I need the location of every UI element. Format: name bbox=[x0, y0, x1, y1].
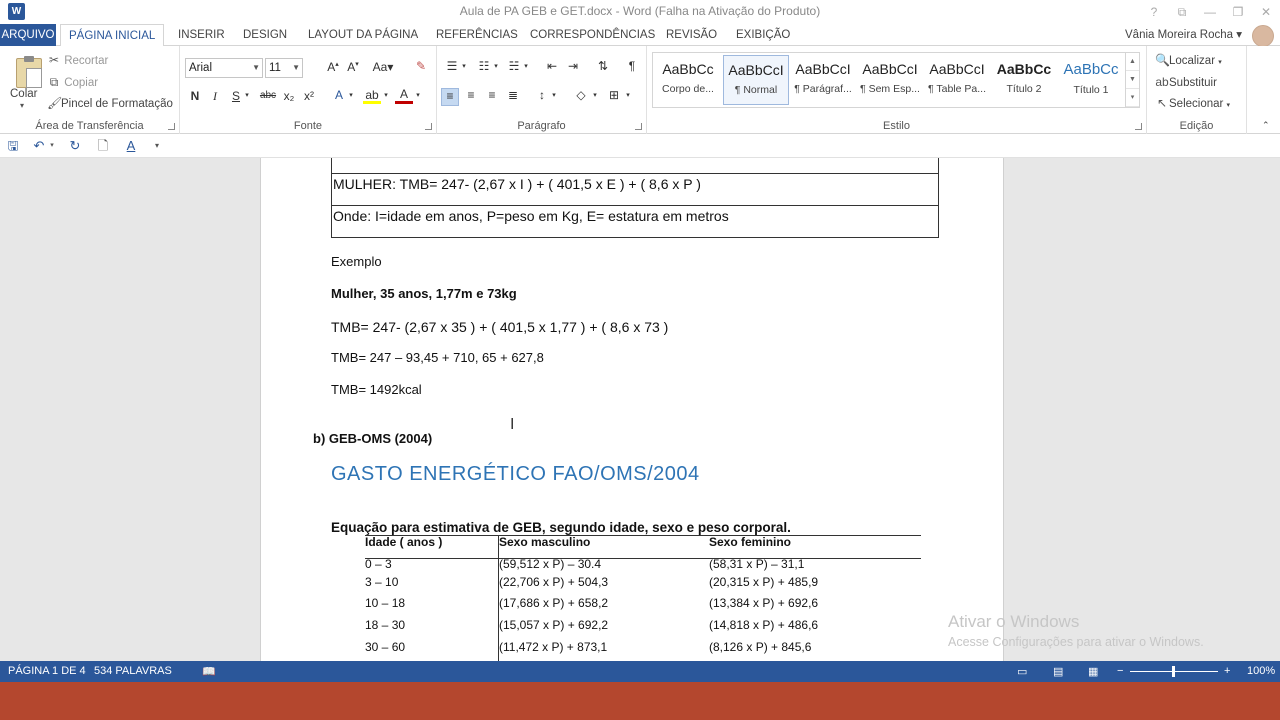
activation-watermark-subtitle: Acesse Configurações para ativar o Windows. bbox=[948, 635, 1204, 649]
table-cell-female: (20,315 x P) + 485,9 bbox=[709, 575, 819, 589]
select-label: Selecionar bbox=[1169, 98, 1224, 110]
text-cursor-icon: I bbox=[510, 416, 515, 433]
borders-icon[interactable]: ⊞ bbox=[608, 88, 620, 102]
font-color-dropdown-icon[interactable]: ▾ bbox=[416, 92, 420, 99]
read-mode-icon[interactable]: ▭ bbox=[1017, 666, 1028, 678]
chevron-down-icon[interactable]: ▼ bbox=[1126, 71, 1139, 89]
ribbon-display-options-icon[interactable]: ⧉ bbox=[1177, 5, 1187, 19]
font-group-label: Fonte bbox=[293, 120, 323, 132]
find-dropdown-icon: ▾ bbox=[1218, 59, 1222, 66]
shading-dropdown-icon[interactable]: ▾ bbox=[593, 92, 597, 99]
style-sample: AaBbCc bbox=[1063, 61, 1119, 78]
chevron-down-icon: ▼ bbox=[292, 63, 300, 72]
tab-view[interactable]: EXIBIÇÃO bbox=[736, 29, 791, 41]
page-heading: GASTO ENERGÉTICO FAO/OMS/2004 bbox=[331, 463, 700, 485]
borders-dropdown-icon[interactable]: ▾ bbox=[626, 92, 630, 99]
scissors-icon: ✂ bbox=[48, 53, 60, 67]
align-right-icon[interactable]: ≡ bbox=[488, 88, 496, 102]
tab-insert[interactable]: INSERIR bbox=[178, 29, 225, 41]
customize-qat-icon[interactable]: ▾ bbox=[154, 141, 159, 150]
brush-icon: 🖌 bbox=[47, 96, 63, 110]
more-styles-icon[interactable]: ▾ bbox=[1126, 89, 1139, 107]
taskbar bbox=[0, 682, 1280, 720]
paragraph-group-label: Parágrafo bbox=[517, 120, 566, 132]
paste-label: Colar bbox=[10, 88, 38, 100]
clipboard-launcher-icon[interactable] bbox=[168, 123, 175, 130]
cut-button[interactable] bbox=[47, 53, 108, 67]
style-name: ¶ Parágraf... bbox=[794, 83, 852, 95]
zoom-out-icon[interactable]: − bbox=[1117, 665, 1124, 677]
table-cell-male: (17,686 x P) + 658,2 bbox=[499, 596, 609, 610]
table-cell-female: (8,126 x P) + 845,6 bbox=[709, 640, 812, 654]
font-family-select[interactable] bbox=[185, 58, 263, 78]
status-bar bbox=[0, 661, 1280, 682]
clipboard-group bbox=[0, 46, 180, 134]
tab-page-layout[interactable]: LAYOUT DA PÁGINA bbox=[308, 29, 419, 41]
formula-table bbox=[331, 158, 939, 238]
table-cell-male: (59,512 x P) – 30.4 bbox=[499, 557, 602, 571]
help-icon[interactable]: ? bbox=[1150, 5, 1158, 19]
proofing-icon[interactable]: 📖 bbox=[202, 666, 216, 678]
shading-icon[interactable]: ◇ bbox=[576, 88, 586, 102]
styles-scroll[interactable] bbox=[1125, 53, 1139, 107]
document-area[interactable] bbox=[0, 158, 1280, 661]
underline-dropdown-icon[interactable]: ▾ bbox=[245, 92, 249, 99]
style-normal[interactable] bbox=[723, 55, 789, 105]
highlight-icon[interactable]: ab bbox=[363, 88, 381, 104]
font-launcher-icon[interactable] bbox=[425, 123, 432, 130]
text-effects-icon[interactable]: A bbox=[334, 88, 343, 102]
window-title: Aula de PA GEB e GET.docx - Word (Falha na Ativação do Produto) bbox=[459, 4, 821, 18]
font-size-select[interactable] bbox=[265, 58, 303, 78]
table-row-divider bbox=[332, 173, 938, 174]
ribbon bbox=[0, 46, 1280, 134]
style-table-paragraph[interactable] bbox=[924, 55, 990, 105]
editing-group-label: Edição bbox=[1179, 120, 1214, 132]
table-header-border bbox=[365, 558, 921, 559]
find-button[interactable] bbox=[1155, 53, 1222, 67]
tab-home[interactable]: PÁGINA INICIAL bbox=[60, 24, 164, 47]
window-controls bbox=[1140, 0, 1280, 24]
chevron-up-icon[interactable]: ▲ bbox=[1126, 53, 1139, 71]
style-name: ¶ Table Pa... bbox=[928, 83, 986, 95]
tab-mailings[interactable]: CORRESPONDÊNCIAS bbox=[530, 29, 656, 41]
table-cell-age: 0 – 3 bbox=[365, 557, 392, 571]
styles-group-label: Estilo bbox=[883, 120, 910, 132]
font-family-value: Arial bbox=[189, 62, 213, 74]
clear-formatting-icon[interactable]: ✎ bbox=[415, 59, 427, 73]
new-document-icon[interactable]: 🗋 bbox=[97, 138, 109, 153]
paragraph-launcher-icon[interactable] bbox=[635, 123, 642, 130]
paragraph-group bbox=[437, 46, 647, 134]
style-heading-2[interactable] bbox=[991, 55, 1057, 105]
format-painter-button[interactable] bbox=[47, 96, 173, 110]
zoom-slider-thumb[interactable] bbox=[1172, 666, 1175, 677]
undo-dropdown-icon[interactable]: ▾ bbox=[50, 142, 54, 149]
select-dropdown-icon: ▾ bbox=[1226, 102, 1231, 109]
editing-group bbox=[1147, 46, 1247, 134]
font-group bbox=[180, 46, 437, 134]
underline-button[interactable]: S bbox=[231, 89, 240, 103]
sort-icon[interactable]: ⇅ bbox=[597, 59, 609, 73]
style-name: ¶ Normal bbox=[734, 84, 778, 96]
table-cell-age: 10 – 18 bbox=[365, 596, 406, 610]
replace-icon: ab bbox=[1155, 75, 1169, 89]
select-button[interactable] bbox=[1155, 96, 1230, 110]
find-label: Localizar bbox=[1169, 55, 1216, 67]
align-left-icon[interactable]: ≡ bbox=[441, 88, 459, 106]
style-sample: AaBbCcI bbox=[728, 62, 784, 78]
collapse-ribbon-icon[interactable]: ⌃ bbox=[1262, 120, 1270, 130]
user-name-label: Vânia Moreira Rocha bbox=[1125, 29, 1234, 41]
formula-legend: Onde: I=idade em anos, P=peso em Kg, E= estatura em metros bbox=[333, 208, 729, 224]
style-heading-1[interactable] bbox=[1058, 55, 1124, 105]
table-row-divider bbox=[332, 205, 938, 206]
multilevel-list-icon[interactable]: ☵ bbox=[508, 59, 520, 73]
align-center-icon[interactable]: ≡ bbox=[467, 88, 475, 102]
subscript-button[interactable]: x₂ bbox=[283, 89, 295, 103]
save-icon[interactable]: 🖫 bbox=[7, 138, 19, 153]
line-spacing-icon[interactable]: ↕ bbox=[539, 88, 545, 102]
tab-review[interactable]: REVISÃO bbox=[666, 29, 718, 41]
bullets-dropdown-icon[interactable]: ▾ bbox=[462, 63, 466, 70]
paste-button[interactable] bbox=[6, 50, 42, 110]
activation-watermark-title: Ativar o Windows bbox=[948, 612, 1080, 631]
justify-icon[interactable]: ≣ bbox=[507, 88, 519, 102]
avatar[interactable] bbox=[1252, 25, 1274, 47]
calc-line-2: TMB= 247 – 93,45 + 710, 65 + 627,8 bbox=[331, 350, 544, 365]
tab-file[interactable]: ARQUIVO bbox=[0, 24, 56, 46]
undo-icon[interactable]: ↶ bbox=[33, 138, 45, 153]
style-name: Título 1 bbox=[1073, 84, 1109, 96]
shrink-font-button[interactable]: A▾ bbox=[347, 60, 359, 74]
bold-button[interactable]: N bbox=[190, 89, 200, 103]
style-list-paragraph[interactable] bbox=[790, 55, 856, 105]
formula-women: MULHER: TMB= 247- (2,67 x I ) + ( 401,5 x E ) + ( 8,6 x P ) bbox=[333, 176, 701, 192]
style-sample: AaBbCcI bbox=[929, 61, 985, 77]
quick-access-toolbar bbox=[0, 134, 1280, 158]
style-sample: AaBbCc bbox=[662, 61, 714, 77]
calc-line-3: TMB= 1492kcal bbox=[331, 382, 422, 397]
cursor-icon: ↖ bbox=[1156, 96, 1168, 110]
copy-icon: ⧉ bbox=[49, 75, 59, 89]
strikethrough-button[interactable]: abc bbox=[259, 90, 277, 101]
table-caption: Equação para estimativa de GEB, segundo idade, sexo e peso corporal. bbox=[331, 520, 791, 535]
table-cell-age: 18 – 30 bbox=[365, 618, 406, 632]
table-cell-female: (14,818 x P) + 486,6 bbox=[709, 618, 819, 632]
word-count[interactable]: 534 PALAVRAS bbox=[94, 665, 172, 677]
style-body-text[interactable] bbox=[655, 55, 721, 105]
table-cell-male: (22,706 x P) + 504,3 bbox=[499, 575, 609, 589]
copy-label: Copiar bbox=[64, 77, 99, 89]
table-cell-female: (13,384 x P) + 692,6 bbox=[709, 596, 819, 610]
cut-label: Recortar bbox=[64, 55, 109, 67]
zoom-level[interactable]: 100% bbox=[1247, 665, 1276, 677]
text-effects-dropdown-icon[interactable]: ▾ bbox=[349, 92, 353, 99]
minimize-icon[interactable]: — bbox=[1204, 5, 1216, 19]
tab-design[interactable]: DESIGN bbox=[243, 29, 288, 41]
chevron-down-icon: ▼ bbox=[252, 63, 260, 72]
table-cell-male: (15,057 x P) + 692,2 bbox=[499, 618, 609, 632]
paste-dropdown-icon: ▾ bbox=[20, 101, 25, 110]
show-formatting-icon[interactable]: ¶ bbox=[628, 59, 636, 73]
styles-launcher-icon[interactable] bbox=[1135, 123, 1142, 130]
table-header-male: Sexo masculino bbox=[499, 535, 591, 549]
table-cell-male: (11,472 x P) + 873,1 bbox=[499, 640, 608, 654]
grow-font-button[interactable]: A▴ bbox=[327, 60, 339, 74]
zoom-in-icon[interactable]: + bbox=[1224, 665, 1231, 677]
style-sample: AaBbCcI bbox=[862, 61, 918, 77]
print-layout-icon[interactable]: ▤ bbox=[1053, 666, 1064, 678]
clipboard-group-label: Área de Transferência bbox=[35, 120, 144, 132]
font-size-value: 11 bbox=[269, 62, 281, 74]
example-label: Exemplo bbox=[331, 254, 382, 269]
styles-gallery bbox=[652, 52, 1140, 108]
table-cell-female: (58,31 x P) – 31,1 bbox=[709, 557, 805, 571]
calc-line-1: TMB= 247- (2,67 x 35 ) + ( 401,5 x 1,77 ) + ( 8,6 x 73 ) bbox=[331, 319, 669, 335]
table-cell-age: 3 – 10 bbox=[365, 575, 399, 589]
paste-sheet-icon bbox=[26, 68, 42, 88]
change-case-button[interactable]: Aa▾ bbox=[372, 60, 394, 74]
highlight-dropdown-icon[interactable]: ▾ bbox=[384, 92, 388, 99]
close-icon[interactable]: ✕ bbox=[1260, 5, 1272, 19]
section-b-heading: b) GEB-OMS (2004) bbox=[313, 431, 433, 446]
page-count[interactable]: PÁGINA 1 DE 4 bbox=[8, 665, 86, 677]
numbering-dropdown-icon[interactable]: ▾ bbox=[494, 63, 498, 70]
numbering-icon[interactable]: ☷ bbox=[478, 59, 490, 73]
replace-button[interactable] bbox=[1155, 75, 1217, 89]
style-no-spacing[interactable] bbox=[857, 55, 923, 105]
replace-label: Substituir bbox=[1169, 77, 1217, 89]
table-header-age: Idade ( anos ) bbox=[365, 535, 443, 549]
ribbon-tabs bbox=[0, 24, 1280, 46]
table-header-female: Sexo feminino bbox=[709, 535, 792, 549]
copy-button[interactable] bbox=[47, 75, 98, 90]
web-layout-icon[interactable]: ▦ bbox=[1088, 666, 1099, 678]
document-page[interactable] bbox=[260, 158, 1004, 661]
format-painter-label: Pincel de Formatação bbox=[61, 98, 173, 110]
word-app-icon[interactable]: W bbox=[8, 3, 25, 20]
title-bar bbox=[0, 0, 1280, 24]
restore-icon[interactable]: ❐ bbox=[1232, 5, 1244, 19]
line-spacing-dropdown-icon[interactable]: ▾ bbox=[552, 92, 556, 99]
table-top-border bbox=[365, 535, 921, 536]
increase-indent-icon[interactable]: ⇥ bbox=[567, 59, 579, 73]
style-sample: AaBbCc bbox=[996, 61, 1052, 77]
bullets-icon[interactable]: ☰ bbox=[446, 59, 458, 73]
tab-references[interactable]: REFERÊNCIAS bbox=[436, 29, 518, 41]
italic-button[interactable]: I bbox=[213, 89, 217, 103]
superscript-button[interactable]: x² bbox=[304, 89, 314, 103]
table-cell-age: 30 – 60 bbox=[365, 640, 406, 654]
decrease-indent-icon[interactable]: ⇤ bbox=[546, 59, 558, 73]
multilevel-dropdown-icon[interactable]: ▾ bbox=[524, 63, 528, 70]
font-color-icon[interactable]: A bbox=[395, 87, 413, 104]
redo-icon[interactable]: ↻ bbox=[69, 138, 81, 153]
style-name: Corpo de... bbox=[662, 83, 714, 95]
style-name: ¶ Sem Esp... bbox=[860, 83, 920, 95]
binoculars-icon: 🔍 bbox=[1155, 53, 1170, 67]
style-sample: AaBbCcI bbox=[795, 61, 851, 77]
style-name: Título 2 bbox=[1006, 83, 1042, 95]
font-color-qat-icon[interactable]: A bbox=[126, 138, 136, 153]
user-account[interactable]: Vânia Moreira Rocha ▾ bbox=[1125, 29, 1242, 41]
example-subject: Mulher, 35 anos, 1,77m e 73kg bbox=[331, 286, 517, 301]
